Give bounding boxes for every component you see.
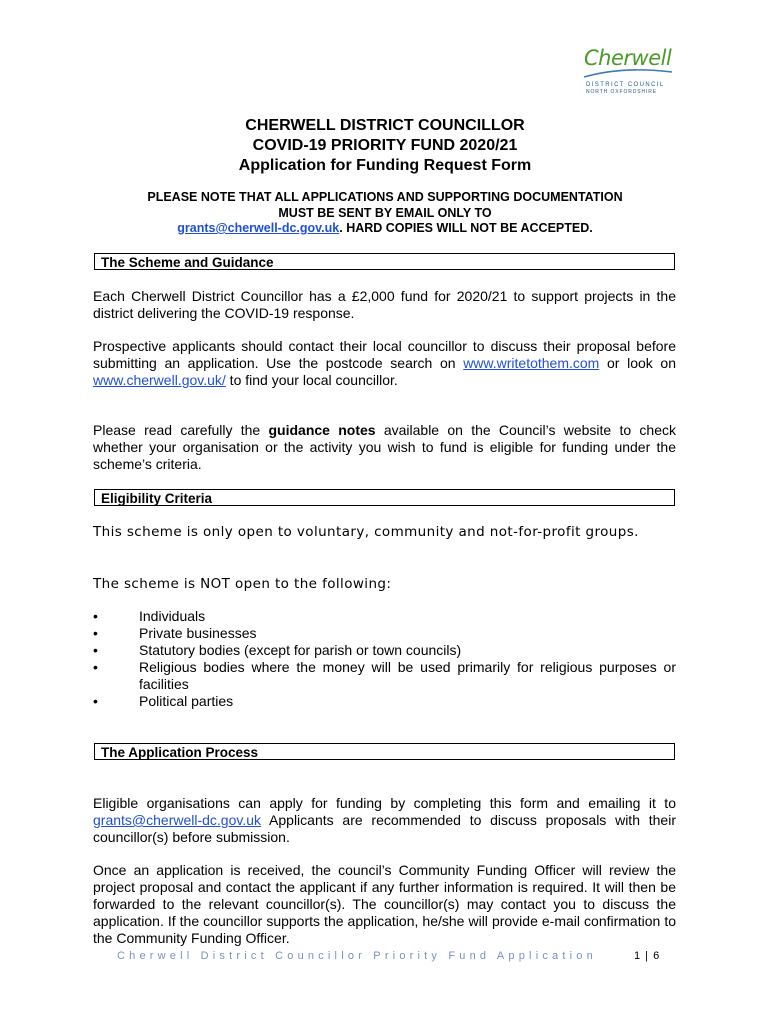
notice-line-2: MUST BE SENT BY EMAIL ONLY TO bbox=[278, 205, 492, 220]
form-title bbox=[0, 116, 770, 176]
list-item bbox=[93, 659, 676, 693]
scheme-paragraph-3 bbox=[93, 422, 676, 473]
scheme-p2-text-c: to find your local councillor. bbox=[225, 372, 398, 388]
process-paragraph-2: Once an application is received, the council’s Community Funding Officer will review the project proposal and contact the applicant if any further information is required. It will then be forwarded to the relevant councillor(s). The councillor(s) may contact you to discuss the application. If the councillor supports the application, he/she will provide e-mail confirmation to the Community Funding Officer. bbox=[93, 862, 676, 946]
scheme-p3-text-b: available on the Council’s website to check whether your organisation or the activity you wish to fund is eligible for funding under the scheme’s criteria. bbox=[93, 422, 676, 472]
process-p1-text-a: Eligible organisations can apply for funding by completing this form and emailing it to bbox=[93, 795, 676, 811]
bullet-icon: • bbox=[93, 642, 98, 658]
notice-line-1: PLEASE NOTE THAT ALL APPLICATIONS AND SUPPORTING DOCUMENTATION bbox=[147, 190, 623, 204]
submission-notice bbox=[0, 190, 770, 237]
scheme-paragraph-1: Each Cherwell District Councillor has a £2,000 fund for 2020/21 to support projects in the district delivering the COVID-19 response. bbox=[93, 288, 676, 321]
bullet-icon: • bbox=[93, 659, 98, 675]
scheme-p3-text-a: Please read carefully the bbox=[93, 422, 269, 438]
eligibility-paragraph-2: The scheme is NOT open to the following: bbox=[93, 576, 392, 592]
list-item bbox=[93, 608, 676, 625]
scheme-paragraph-2 bbox=[93, 338, 676, 389]
page-footer: Cherwell District Councillor Priority Fund Application bbox=[117, 950, 597, 962]
bullet-icon: • bbox=[93, 625, 98, 641]
notice-tail: . HARD COPIES WILL NOT BE ACCEPTED. bbox=[339, 221, 593, 235]
list-item-text: Political parties bbox=[139, 693, 234, 709]
guidance-notes-term: guidance notes bbox=[268, 422, 376, 438]
bullet-icon: • bbox=[93, 608, 98, 624]
logo-wordmark: Cherwell bbox=[584, 46, 672, 70]
title-line-2: COVID-19 PRIORITY FUND 2020/21 bbox=[252, 137, 518, 154]
logo-subtitle: DISTRICT COUNCIL bbox=[586, 82, 665, 88]
process-p1-text-b: Applicants are recommended to discuss proposals with their councillor(s) before submission. bbox=[93, 812, 676, 845]
list-item-text: Individuals bbox=[139, 608, 206, 624]
title-line-3: Application for Funding Request Form bbox=[238, 157, 532, 174]
notice-line-3 bbox=[0, 221, 770, 237]
scheme-p2-text-b: or look on bbox=[599, 355, 676, 371]
title-line-1: CHERWELL DISTRICT COUNCILLOR bbox=[245, 117, 525, 134]
list-item-text: Statutory bodies (except for parish or town councils) bbox=[139, 642, 462, 658]
grants-email-link[interactable]: grants@cherwell-dc.gov.uk bbox=[177, 221, 340, 235]
writetothem-link[interactable]: www.writetothem.com bbox=[463, 355, 600, 371]
logo-region: NORTH OXFORDSHIRE bbox=[586, 89, 658, 95]
process-paragraph-1 bbox=[93, 795, 676, 846]
eligibility-heading: Eligibility Criteria bbox=[94, 489, 675, 506]
cherwell-website-link[interactable]: www.cherwell.gov.uk/ bbox=[93, 372, 226, 388]
list-item bbox=[93, 625, 676, 642]
scheme-p2-text-a: Prospective applicants should contact their local councillor to discuss their proposal before submitting an application. Use the postcode search on bbox=[93, 338, 676, 371]
list-item-text: Private businesses bbox=[139, 625, 257, 641]
process-email-link[interactable]: grants@cherwell-dc.gov.uk bbox=[93, 812, 262, 828]
list-item-text: Religious bodies where the money will be used primarily for religious purposes or facilities bbox=[139, 659, 676, 692]
scheme-heading: The Scheme and Guidance bbox=[94, 253, 675, 270]
bullet-icon: • bbox=[93, 693, 98, 709]
eligibility-paragraph-1: This scheme is only open to voluntary, community and not-for-profit groups. bbox=[93, 524, 639, 540]
exclusion-list bbox=[93, 608, 676, 710]
list-item bbox=[93, 693, 676, 710]
cherwell-logo bbox=[582, 46, 682, 98]
logo-swoosh-icon bbox=[582, 68, 674, 80]
page-number: 1 | 6 bbox=[634, 950, 661, 962]
process-heading: The Application Process bbox=[94, 743, 675, 760]
list-item bbox=[93, 642, 676, 659]
